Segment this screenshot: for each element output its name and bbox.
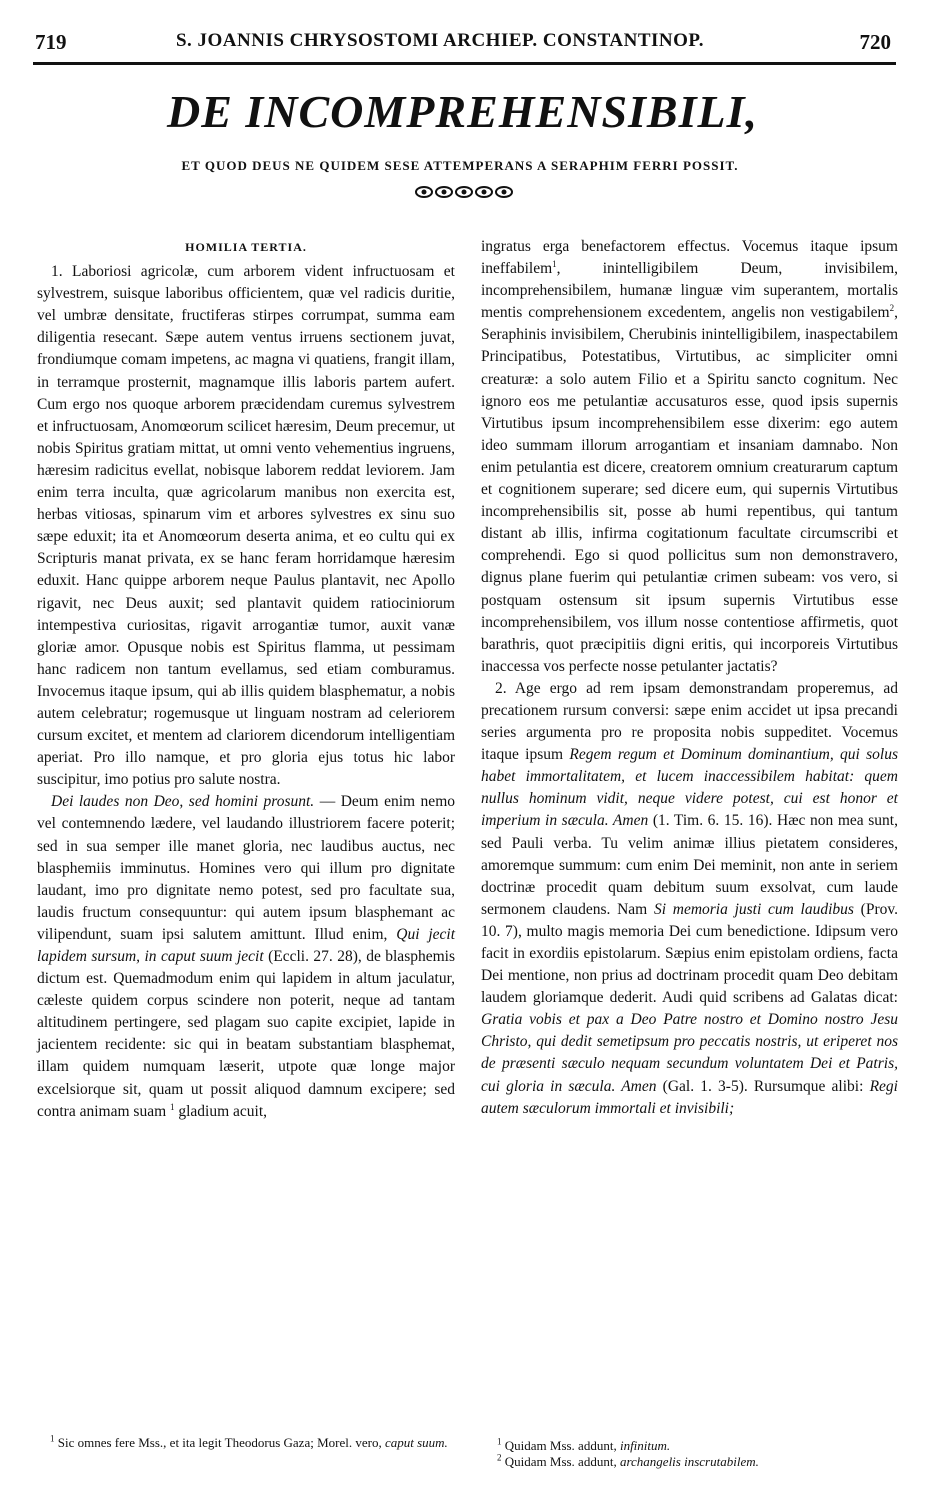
ornament-divider (414, 184, 514, 200)
quotation: Regem regum et Dominum dominantium, qui solus habet immortalitatem, et lucem inaccessibilem habitat: quem nullus hominum vidit, neque videre potest, cui est honor et imperium in sæcula. Amen (481, 746, 898, 830)
page-number-left: 719 (35, 30, 67, 54)
text-run: 2. Age ergo ad rem ipsam demonstrandam properemus, ad precationem rursum conversi: sæpe enim accidet ut ipsa precandi series argumenta pro re proposita nobis suppeditet. Vocemus itaque ipsum (481, 679, 898, 764)
quotation: Qui jecit lapidem sursum, in caput suum jecit (37, 925, 456, 965)
footnote-number: 2 (497, 1452, 502, 1463)
header-rule (33, 62, 896, 65)
running-head: S. JOANNIS CHRYSOSTOMI ARCHIEP. CONSTANTINOP. (175, 30, 705, 51)
text-run: , inintelligibilem Deum, invisibilem, incomprehensibilem, humanæ linguæ vim superantem, mortalis mentis comprehensionem excedentem, angelis non vestigabilem (481, 260, 898, 322)
paragraph-2 (37, 791, 455, 1122)
footnote-marker: 1 (552, 258, 557, 269)
footnote-variant: infinitum. (619, 1438, 671, 1453)
section-heading: Dei laudes non Deo, sed homini prosunt. (51, 793, 315, 811)
footnote-text: Sic omnes fere Mss., et ita legit Theodorus Gaza; Morel. vero, (54, 1435, 385, 1450)
text-run: — Deum enim nemo vel contemnendo lædere, vel laudando illustriorem facere poterit; sed in sua semper ille manet gloria, nec laudibus auctus, nec blasphemiis imminutus. Homines vero qui illum pro dignitate laudant, imo pro dignitate nemo potest, sed pro facultate sua, laudis fructum consequuntur: qui autem ipsum blasphemant ac vilipendunt, suam ipsi salutem amittunt. Illud enim, (37, 793, 455, 943)
homily-heading: HOMILIA TERTIA. (185, 240, 307, 254)
text-run: gladium acuit, (174, 1102, 268, 1120)
right-column (481, 236, 898, 1120)
footnote-number: 1 (50, 1433, 55, 1444)
footnote-text: Quidam Mss. addunt, (501, 1454, 620, 1469)
quotation: Regi autem sæculorum immortali et invisibili; (481, 1077, 898, 1117)
paragraph-3 (481, 678, 898, 1120)
text-run: ingratus erga benefactorem effectus. Vocemus itaque ipsum ineffabilem (481, 238, 898, 278)
text-run: (1. Tim. 6. 15. 16). Hæc non mea sunt, sed Pauli verba. Tu velim animæ illius pietatem consideres, amoremque summum: cum enim Dei meminit, non ante in seriem doctrinæ procedit quam debitum suum exsolvat, cum laude sermonem claudens. Nam (481, 812, 898, 918)
page-number-right: 720 (859, 30, 891, 54)
footnote-right-1 (497, 1438, 897, 1454)
text-run: (Gal. 1. 3-5). Rursumque alibi: (656, 1077, 870, 1095)
quotation: Si memoria justi cum laudibus (653, 900, 854, 918)
treatise-title: DE INCOMPREHENSIBILI, (166, 86, 759, 137)
footnote-right-2 (497, 1454, 897, 1470)
left-column (37, 236, 455, 1123)
text-run: (Eccli. 27. 28), de blasphemis dictum est. Quemadmodum enim qui lapidem in altum jaculatur, cæleste quidem corpus scindere non poterit, neque ad tantam altitudinem pertingere, sed plagam suo capite excipiet, lapide in jacientem recidente: sic qui in beatam substantiam blasphemat, illam quidem numquam læserit, utpote quæ longe major excelsiorque sit, quam ut possit aliquod damnum excipere; sed contra animam suam (37, 948, 455, 1120)
footnote-marker: 1 (170, 1101, 175, 1112)
footnotes-right (497, 1438, 897, 1470)
treatise-subtitle: ET QUOD DEUS NE QUIDEM SESE ATTEMPERANS A SERAPHIM FERRI POSSIT. (181, 158, 739, 173)
footnote-left (50, 1435, 460, 1451)
footnote-variant: archangelis inscrutabilem. (619, 1454, 759, 1469)
footnote-number: 1 (497, 1436, 502, 1447)
text-run: , Seraphinis invisibilem, Cherubinis inintelligibilem, inaspectabilem Principatibus, Potestatibus, Virtutibus, ac simpliciter omni creaturæ: a solo autem Filio et a Spiritu sancto cognitum. Nec ignoro eos me petulantiæ accusaturos esse, quod ipsis supernis Virtutibus ipsum incomprehensibilem esse dixerim: ego autem ideo summam illorum arrogantiam et insaniam damnabo. Non enim petulantia est dicere, creatorem omnium creaturarum captum et cognitionem superare; sed dicere eum, qui supernis Virtutibus incomprehensibilis sit, posse ab humi repentibus, qui tantum distant ab illis, infirma cogitationum facultate circumscribi et comprehendi. Ego si quod pollicitus sum non demonstravero, dignus plane fuerim qui petulantiæ crimen subeam: vos vero, si postquam ostensum sit ipsum supernis Virtutibus esse incomprehensibilem, vos illum nosse contentiose affirmetis, quot barathris, quot præcipitiis digni eritis, qui incorporeis Virtutibus inaccessa vos perfecte nosse petulanter jactatis? (481, 304, 898, 675)
quotation: Gratia vobis et pax a Deo Patre nostro et Domino nostro Jesu Christo, qui dedit semetipsum pro peccatis nostris, ut eriperet nos de præsenti sæculo nequam secundum voluntatem Dei et Patris, cui gloria in sæcula. Amen (481, 1011, 898, 1095)
footnote-text: Quidam Mss. addunt, (501, 1438, 620, 1453)
paragraph-1: 1. Laboriosi agricolæ, cum arborem vident infructuosam et sylvestrem, suisque laboribus officientem, quæ vel radicis duritie, vel umbræ densitate, fructiferas stirpes corrumpat, summa eam diligentia resecant. Sæpe autem ventus irruens sectionem juvat, frondiumque comam impetens, ac magna vi quatiens, frangit illam, in terramque prosternit, magnamque illis laboris partem aufert. Cum ergo nos quoque arborem præcidendam curemus sylvestrem et infructuosam, Anomœorum scilicet hæresim, Deum precemur, ut nobis Spiritus gratiam mittat, ut omni vento vehementius ingruens, hæresim radicitus evellat, nobisque laborem reddat leviorem. Jam enim terra inculta, quæ agricolarum manibus non exercita est, herbas vitiosas, spinarum vim et arbores sylvestres ex sinu suo sæpe eduxit; ita et Anomœorum deserta anima, et eo cultu qui ex Scripturis manat privata, ex se hanc feram horridamque hæresim eduxit. Hanc quippe arborem neque Paulus plantavit, nec Apollo rigavit, nec Deus auxit; sed plantavit quidem ratiociniorum intempestiva curiositas, rigavit arrogantiæ tumor, auxit vanæ gloriæ amor. Opusque nobis est Spiritus flamma, ut pessimam hanc radicem non tantum evellamus, sed etiam comburamus. Invocemus itaque ipsum, qui ab illis quidem blasphematur, a nobis autem celebratur; rogemusque ut linguam nostram ad celeriorem cursum excitet, et mentem ad clariorem dicendorum intelligentiam aperiat. Pro illo namque, et pro gloria ejus totus hic labor suscipitur, imo potius pro salute nostra. (37, 263, 455, 789)
paragraph-continued (481, 236, 898, 678)
footnote-marker: 2 (889, 303, 895, 314)
text-run: (Prov. 10. 7), multo magis memoria Dei cum benedictione. Idipsum vero facit in exordiis epistolarum. Sæpius enim epistolam ordiens, facta Dei mentione, non prius ad doctrinam procedit quam Deo debitam laudem gloriamque dederit. Audi quid scribens ad Galatas dicat: (481, 900, 898, 1007)
footnote-variant: caput suum. (384, 1435, 448, 1450)
